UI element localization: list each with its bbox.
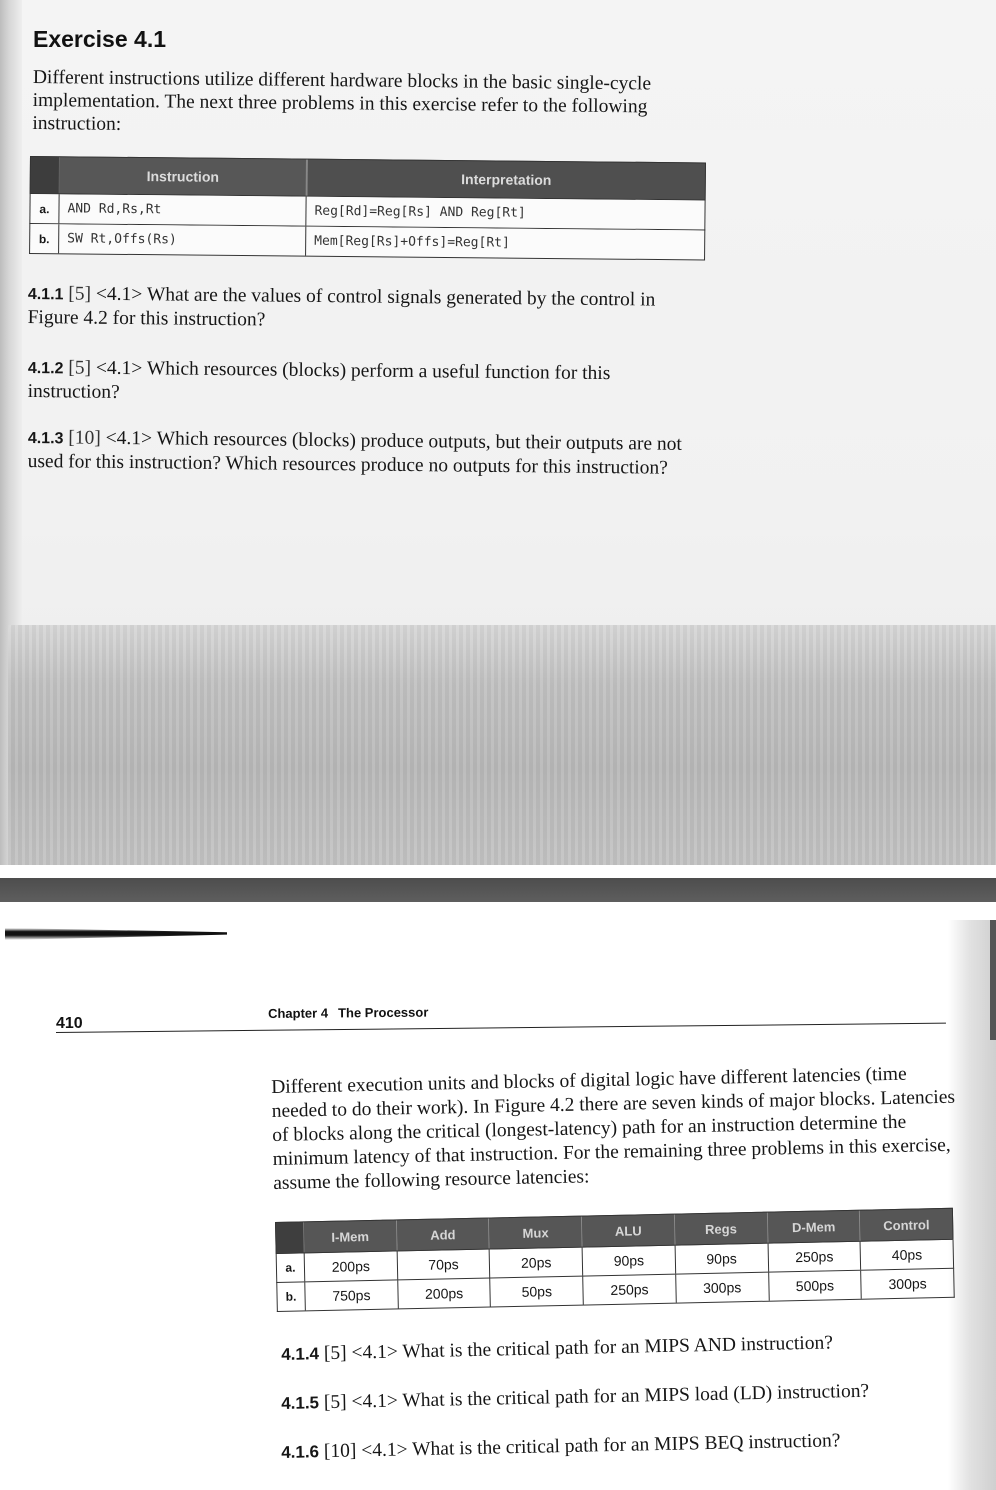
- question-points: [5]: [68, 357, 92, 379]
- latency-cell: 70ps: [397, 1250, 490, 1280]
- question-text: What is the critical path for an MIPS load (LD) instruction?: [402, 1380, 870, 1412]
- latency-cell: 300ps: [888, 1275, 927, 1293]
- question-number: 4.1.1: [27, 285, 64, 304]
- question-number: 4.1.3: [27, 429, 64, 448]
- latency-cell: 200ps: [305, 1251, 398, 1281]
- question-number: 4.1.2: [27, 359, 64, 378]
- header-interpretation: Interpretation: [308, 160, 705, 200]
- question-text: What are the values of control signals generated by the control in Figure 4.2 for this instruction?: [27, 284, 656, 331]
- question-4-1-3: [28, 426, 704, 480]
- question-section: <4.1>: [95, 357, 143, 380]
- header-i-mem: I-Mem: [304, 1220, 397, 1252]
- chapter-label: Chapter 4: [268, 1005, 329, 1021]
- question-section: <4.1>: [351, 1341, 399, 1364]
- row-label: b.: [277, 1282, 306, 1311]
- question-4-1-1: [28, 282, 704, 336]
- question-points: [5]: [68, 283, 92, 305]
- question-points: [5]: [323, 1391, 347, 1414]
- image-divider-bar: [0, 878, 996, 902]
- latency-cell: 20ps: [490, 1248, 583, 1278]
- header-instruction: Instruction: [60, 157, 308, 195]
- latency-table: [275, 1208, 955, 1312]
- latency-cell: 250ps: [768, 1242, 861, 1272]
- question-points: [10]: [68, 427, 101, 449]
- question-text: What is the critical path for an MIPS AND instruction?: [402, 1332, 834, 1363]
- question-section: <4.1>: [105, 427, 153, 450]
- question-text: What is the critical path for an MIPS BEQ instruction?: [411, 1430, 841, 1461]
- interpretation-cell: Mem[Reg[Rs]+Offs]=Reg[Rt]: [314, 233, 510, 251]
- page-edge-shadow: [948, 920, 996, 1490]
- latency-cell: 250ps: [583, 1275, 676, 1305]
- header-d-mem: D-Mem: [768, 1211, 861, 1243]
- instruction-cell: AND Rd,Rs,Rt: [59, 194, 306, 225]
- row-label: a.: [30, 194, 59, 223]
- exercise-intro: Different instructions utilize different hardware blocks in the basic single-cycle implementation. The next three problems in this exercise refer to the following instruction:: [32, 66, 652, 135]
- question-section: <4.1>: [95, 283, 143, 306]
- image-gap: [0, 865, 996, 878]
- latency-cell: 40ps: [891, 1246, 923, 1264]
- question-number: 4.1.4: [281, 1344, 320, 1364]
- latency-cell: 200ps: [398, 1278, 491, 1308]
- running-head: [268, 1005, 428, 1021]
- row-label: a.: [277, 1253, 306, 1282]
- header-mux: Mux: [489, 1217, 582, 1249]
- latency-intro: Different execution units and blocks of digital logic have different latencies (time needed to do their work). In Figure 4.2 there are seven kinds of major blocks. Latencies of blocks along the critical (longest-latency) path for an instruction determine the minimum latency of that instruction. For the remaining three problems in this exercise, assume the following resource latencies:: [271, 1063, 956, 1194]
- interpretation-cell: Reg[Rd]=Reg[Rs] AND Reg[Rt]: [314, 203, 526, 221]
- question-4-1-2: [28, 356, 704, 410]
- question-text: Which resources (blocks) produce outputs, but their outputs are not used for this instruction? Which resources produce no outputs for this instruction?: [27, 428, 682, 479]
- page-underside-shadow: [8, 625, 996, 865]
- question-points: [5]: [323, 1342, 347, 1365]
- exercise-title: Exercise 4.1: [33, 26, 167, 52]
- header-alu: ALU: [582, 1215, 675, 1247]
- latency-cell: 90ps: [583, 1246, 676, 1276]
- row-label: b.: [30, 224, 59, 253]
- instruction-table-header: [30, 156, 706, 200]
- latency-cell: 750ps: [305, 1280, 398, 1310]
- latency-cell: 300ps: [676, 1273, 769, 1303]
- question-section: <4.1>: [351, 1390, 399, 1413]
- instruction-cell: SW Rt,Offs(Rs): [59, 224, 306, 255]
- instruction-table: [29, 156, 706, 260]
- question-number: 4.1.6: [281, 1442, 320, 1462]
- header-regs: Regs: [675, 1213, 768, 1245]
- question-number: 4.1.5: [281, 1393, 320, 1413]
- header-add: Add: [397, 1219, 490, 1251]
- latency-cell: 90ps: [675, 1244, 768, 1274]
- question-text: Which resources (blocks) perform a useful function for this instruction?: [27, 358, 611, 403]
- chapter-title: The Processor: [337, 1004, 429, 1021]
- page-number: 410: [56, 1015, 83, 1032]
- header-control: Control: [860, 1209, 952, 1241]
- question-points: [10]: [323, 1440, 357, 1463]
- latency-cell: 500ps: [769, 1271, 862, 1301]
- question-section: <4.1>: [361, 1439, 408, 1462]
- latency-cell: 50ps: [491, 1277, 584, 1307]
